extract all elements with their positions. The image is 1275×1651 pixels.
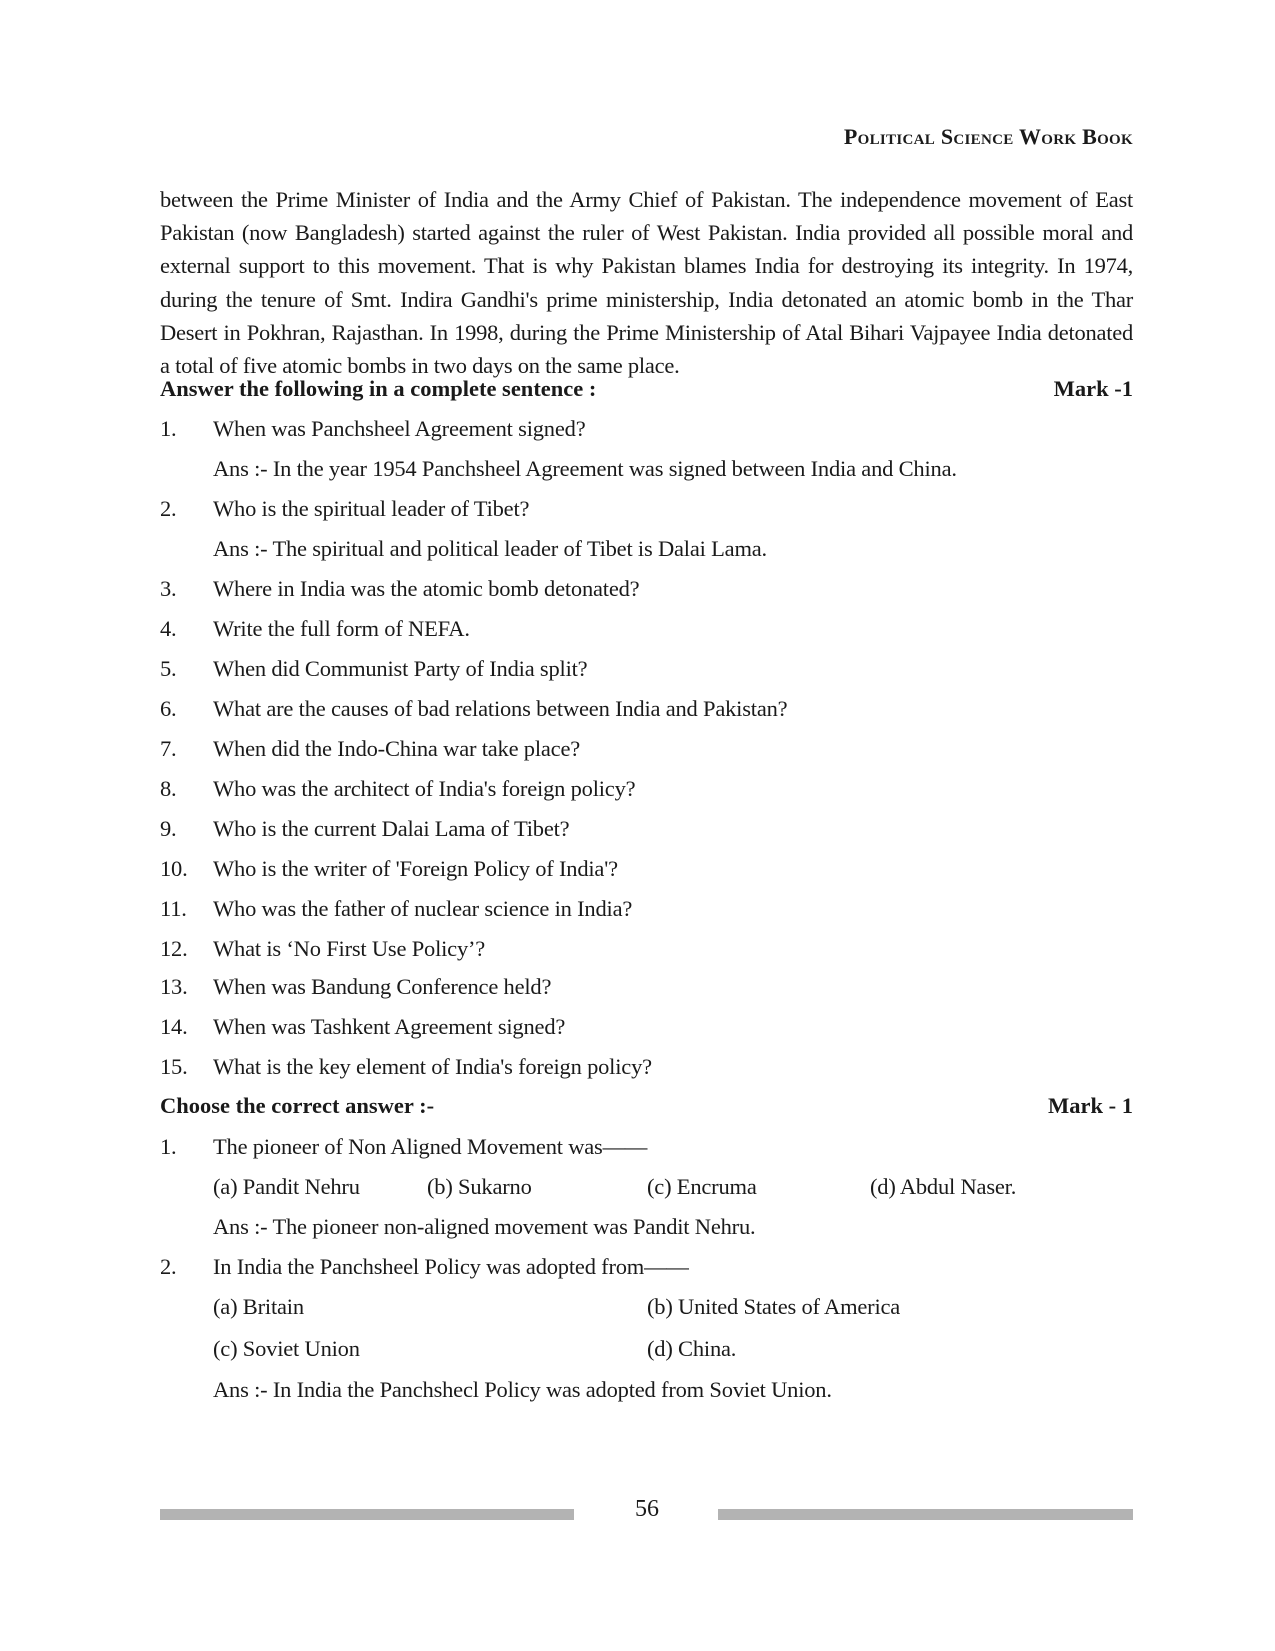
question-number: 2. bbox=[160, 496, 177, 521]
section-mark: Mark - 1 bbox=[1048, 1093, 1133, 1118]
question-number: 6. bbox=[160, 696, 177, 721]
answer-text: Ans :- The spiritual and political leader of Tibet is Dalai Lama. bbox=[213, 536, 767, 561]
question-number: 10. bbox=[160, 856, 188, 881]
section-title: Answer the following in a complete sentence : bbox=[160, 376, 597, 401]
question-item bbox=[160, 616, 470, 642]
answer-text: Ans :- In India the Panchshecl Policy was adopted from Soviet Union. bbox=[213, 1377, 832, 1402]
option-c: (c) Soviet Union bbox=[213, 1336, 360, 1361]
question-text: When was Panchsheel Agreement signed? bbox=[213, 416, 586, 441]
question-item bbox=[160, 696, 787, 722]
question-text: Who is the current Dalai Lama of Tibet? bbox=[213, 816, 570, 841]
option-c: (c) Encruma bbox=[647, 1174, 757, 1199]
option-a: (a) Pandit Nehru bbox=[213, 1174, 360, 1199]
section-heading-mcq bbox=[160, 1093, 1133, 1119]
question-number: 1. bbox=[160, 1134, 177, 1159]
answer-text: Ans :- The pioneer non-aligned movement was Pandit Nehru. bbox=[213, 1214, 756, 1239]
option-a: (a) Britain bbox=[213, 1294, 304, 1319]
question-item bbox=[160, 974, 551, 1000]
question-item bbox=[160, 856, 618, 882]
question-item bbox=[160, 776, 635, 802]
question-number: 7. bbox=[160, 736, 177, 761]
question-text: When was Bandung Conference held? bbox=[213, 974, 552, 999]
running-header: Political Science Work Book bbox=[843, 124, 1133, 149]
option-d: (d) Abdul Naser. bbox=[870, 1174, 1017, 1199]
question-number: 15. bbox=[160, 1054, 188, 1079]
footer-rule-right bbox=[718, 1509, 1133, 1520]
question-text: When did Communist Party of India split? bbox=[213, 656, 588, 681]
section-mark: Mark -1 bbox=[1053, 376, 1133, 401]
question-item bbox=[160, 1014, 565, 1040]
question-number: 13. bbox=[160, 974, 188, 999]
option-b: (b) Sukarno bbox=[427, 1174, 532, 1199]
option-d: (d) China. bbox=[647, 1336, 737, 1361]
question-text: Write the full form of NEFA. bbox=[213, 616, 470, 641]
question-text: What is the key element of India's foreign policy? bbox=[213, 1054, 652, 1079]
question-number: 8. bbox=[160, 776, 177, 801]
question-number: 11. bbox=[160, 896, 187, 921]
question-text: When did the Indo-China war take place? bbox=[213, 736, 581, 761]
question-item bbox=[160, 1054, 652, 1080]
question-item bbox=[160, 416, 585, 442]
question-number: 12. bbox=[160, 936, 188, 961]
question-number: 4. bbox=[160, 616, 177, 641]
question-number: 9. bbox=[160, 816, 177, 841]
intro-paragraph: between the Prime Minister of India and the Army Chief of Pakistan. The independence movement of East Pakistan (now Bangladesh) started against the ruler of West Pakistan. India provided all possible moral and external support to this movement. That is why Pakistan blames India for destroying its integrity. In 1974, during the tenure of Smt. Indira Gandhi's prime ministership, India detonated an atomic bomb in the Thar Desert in Pokhran, Rajasthan. In 1998, during the Prime Ministership of Atal Bihari Vajpayee India detonated a total of five atomic bombs in two days on the same place. bbox=[160, 187, 1133, 379]
mcq-question bbox=[160, 1134, 647, 1160]
question-text: When was Tashkent Agreement signed? bbox=[213, 1014, 566, 1039]
question-text: Who was the architect of India's foreign policy? bbox=[213, 776, 636, 801]
question-text: In India the Panchsheel Policy was adopted from—— bbox=[213, 1254, 689, 1279]
question-number: 3. bbox=[160, 576, 177, 601]
section-heading-short-answer bbox=[160, 376, 1133, 402]
question-text: The pioneer of Non Aligned Movement was—— bbox=[213, 1134, 648, 1159]
question-text: Who was the father of nuclear science in India? bbox=[213, 896, 633, 921]
page-number: 56 bbox=[635, 1496, 659, 1522]
question-item bbox=[160, 816, 569, 842]
question-text: What are the causes of bad relations between India and Pakistan? bbox=[213, 696, 788, 721]
question-text: Who is the spiritual leader of Tibet? bbox=[213, 496, 530, 521]
question-item bbox=[160, 936, 485, 962]
option-b: (b) United States of America bbox=[647, 1294, 901, 1319]
mcq-question bbox=[160, 1254, 689, 1280]
question-item bbox=[160, 896, 632, 922]
question-item bbox=[160, 496, 529, 522]
question-text: What is ‘No First Use Policy’? bbox=[213, 936, 486, 961]
question-number: 1. bbox=[160, 416, 177, 441]
answer-text: Ans :- In the year 1954 Panchsheel Agreement was signed between India and China. bbox=[213, 456, 957, 481]
question-item bbox=[160, 576, 639, 602]
section-title: Choose the correct answer :- bbox=[160, 1093, 435, 1118]
question-number: 14. bbox=[160, 1014, 188, 1039]
footer-rule-left bbox=[160, 1509, 574, 1520]
question-text: Who is the writer of 'Foreign Policy of India'? bbox=[213, 856, 618, 881]
question-number: 2. bbox=[160, 1254, 177, 1279]
question-item bbox=[160, 656, 587, 682]
question-text: Where in India was the atomic bomb detonated? bbox=[213, 576, 640, 601]
question-item bbox=[160, 736, 580, 762]
question-number: 5. bbox=[160, 656, 177, 681]
